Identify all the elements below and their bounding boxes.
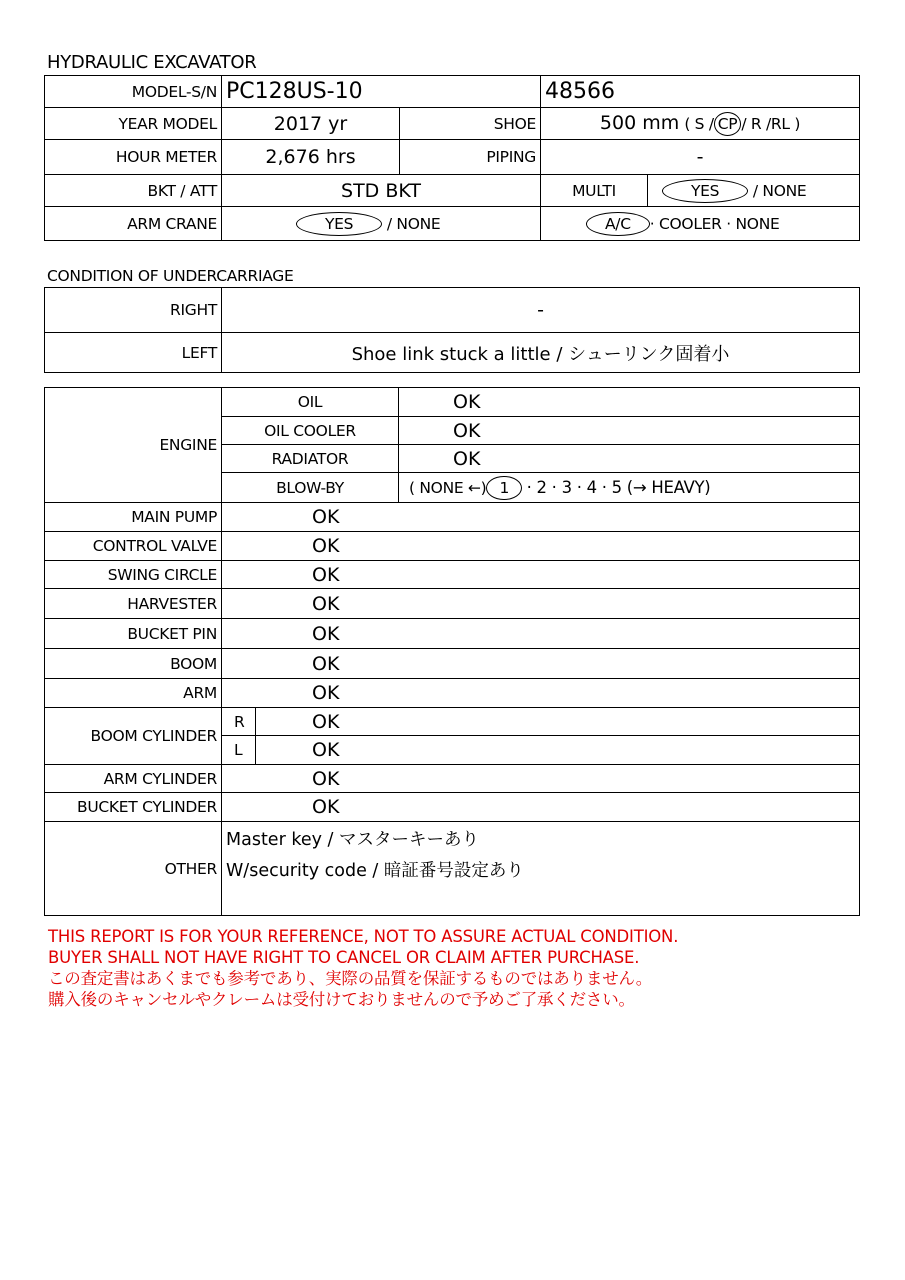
- left-label: LEFT: [45, 333, 222, 373]
- year-model-label: YEAR MODEL: [45, 108, 222, 140]
- left-value: Shoe link stuck a little / シューリンク固着小: [222, 333, 860, 373]
- spec-table: [44, 75, 860, 241]
- arm-crane-value: [222, 207, 541, 241]
- arm-cylinder-value: OK: [222, 765, 860, 793]
- other-value: [222, 822, 860, 916]
- undercarriage-table: [44, 287, 860, 373]
- swing-circle-value: OK: [222, 561, 860, 589]
- multi-value: [648, 175, 860, 207]
- disclaimer-line-1: THIS REPORT IS FOR YOUR REFERENCE, NOT TO ASSURE ACTUAL CONDITION.: [48, 927, 679, 946]
- harvester-value: OK: [222, 589, 860, 619]
- shoe-value: [541, 108, 860, 140]
- oil-cooler-value: OK: [399, 417, 860, 445]
- oil-label: OIL: [222, 388, 399, 417]
- bucket-pin-value: OK: [222, 619, 860, 649]
- boom-cylinder-r-value: OK: [256, 708, 860, 736]
- oil-cooler-label: OIL COOLER: [222, 417, 399, 445]
- blowby-label: BLOW-BY: [222, 473, 399, 503]
- boom-cylinder-label: BOOM CYLINDER: [45, 708, 222, 765]
- harvester-label: HARVESTER: [45, 589, 222, 619]
- shoe-rest: / R /RL ): [741, 114, 801, 133]
- arm-crane-rest: / NONE: [386, 214, 441, 233]
- bkt-att-value: STD BKT: [222, 175, 541, 207]
- radiator-label: RADIATOR: [222, 445, 399, 473]
- serial-value: 48566: [541, 76, 860, 108]
- ac-value: [541, 207, 860, 241]
- arm-cylinder-label: ARM CYLINDER: [45, 765, 222, 793]
- blowby-prefix: ( NONE ←): [409, 478, 487, 497]
- multi-label: MULTI: [541, 175, 648, 207]
- undercarriage-heading: CONDITION OF UNDERCARRIAGE: [47, 267, 294, 285]
- boom-value: OK: [222, 649, 860, 679]
- document-title: HYDRAULIC EXCAVATOR: [47, 52, 257, 73]
- disclaimer-line-2: BUYER SHALL NOT HAVE RIGHT TO CANCEL OR CLAIM AFTER PURCHASE.: [48, 948, 640, 967]
- disclaimer-line-3: この査定書はあくまでも参考であり、実際の品質を保証するものではありません。: [48, 969, 653, 988]
- boom-label: BOOM: [45, 649, 222, 679]
- piping-value: -: [541, 140, 860, 175]
- arm-crane-selected: YES: [296, 212, 382, 236]
- engine-label: ENGINE: [45, 388, 222, 503]
- hour-meter-label: HOUR METER: [45, 140, 222, 175]
- bucket-cylinder-label: BUCKET CYLINDER: [45, 793, 222, 822]
- model-sn-label: MODEL-S/N: [45, 76, 222, 108]
- shoe-open: ( S /: [684, 114, 714, 133]
- hour-meter-value: 2,676 hrs: [222, 140, 400, 175]
- radiator-value: OK: [399, 445, 860, 473]
- boom-cylinder-r-label: R: [222, 708, 256, 736]
- arm-crane-label: ARM CRANE: [45, 207, 222, 241]
- main-pump-value: OK: [222, 503, 860, 532]
- swing-circle-label: SWING CIRCLE: [45, 561, 222, 589]
- other-line-1: Master key / マスターキーあり: [226, 830, 479, 850]
- main-pump-label: MAIN PUMP: [45, 503, 222, 532]
- shoe-size: 500 mm: [599, 111, 680, 134]
- piping-label: PIPING: [400, 140, 541, 175]
- shoe-type-selected: CP: [714, 112, 742, 136]
- multi-rest: / NONE: [752, 181, 807, 200]
- multi-selected: YES: [662, 179, 748, 203]
- boom-cylinder-l-label: L: [222, 736, 256, 765]
- boom-cylinder-l-value: OK: [256, 736, 860, 765]
- right-value: -: [222, 288, 860, 333]
- oil-value: OK: [399, 388, 860, 417]
- disclaimer-notes: [48, 926, 678, 1010]
- other-label: OTHER: [45, 822, 222, 916]
- shoe-label: SHOE: [400, 108, 541, 140]
- inspection-table: [44, 387, 860, 916]
- blowby-scale: [399, 473, 860, 503]
- arm-label: ARM: [45, 679, 222, 708]
- blowby-selected: 1: [486, 476, 522, 500]
- arm-value: OK: [222, 679, 860, 708]
- bucket-pin-label: BUCKET PIN: [45, 619, 222, 649]
- other-line-2: W/security code / 暗証番号設定あり: [226, 861, 524, 881]
- bkt-att-label: BKT / ATT: [45, 175, 222, 207]
- bucket-cylinder-value: OK: [222, 793, 860, 822]
- disclaimer-line-4: 購入後のキャンセルやクレームは受付けておりませんので予めご了承ください。: [48, 990, 635, 1009]
- year-model-value: 2017 yr: [222, 108, 400, 140]
- ac-selected: A/C: [586, 212, 650, 236]
- model-value: PC128US-10: [222, 76, 541, 108]
- right-label: RIGHT: [45, 288, 222, 333]
- blowby-rest: · 2 · 3 · 4 · 5 (→ HEAVY): [526, 477, 711, 497]
- control-valve-value: OK: [222, 532, 860, 561]
- ac-rest: · COOLER · NONE: [649, 214, 780, 233]
- control-valve-label: CONTROL VALVE: [45, 532, 222, 561]
